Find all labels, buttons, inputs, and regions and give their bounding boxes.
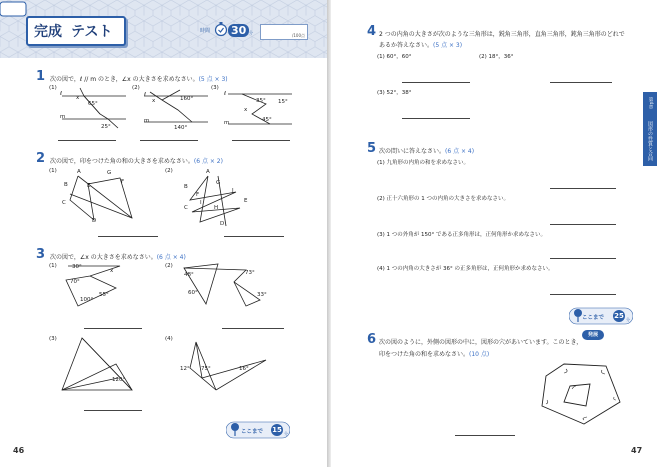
q2-1-answer-line[interactable]	[98, 236, 158, 237]
q3-3-angle-a: 120°	[112, 377, 126, 383]
badge-left-num: 15	[272, 426, 282, 434]
q2-number: 2	[36, 151, 46, 166]
q2-1-pt-c: C	[62, 200, 66, 206]
q3-2-answer-line[interactable]	[222, 328, 284, 329]
q3-3-figure	[56, 334, 138, 394]
q1-2-m: m	[144, 118, 150, 124]
q4-2-item: (2) 18°，36°	[479, 54, 514, 60]
q5-3-answer-line[interactable]	[550, 258, 616, 259]
title-part2: テスト	[71, 24, 113, 40]
time-minutes: 30	[228, 24, 249, 37]
chapter-side-tab	[643, 92, 657, 166]
q5-2-item: (2) 正十六角形の 1 つの内角の大きさを求めなさい。	[377, 196, 510, 202]
q6-number: 6	[367, 332, 377, 347]
q1-1-m: m	[60, 114, 66, 120]
q6-text-line1: 次の図のように，外側の図形の中に，図形の穴があいています。このとき，	[379, 339, 583, 346]
score-denominator: /100点	[292, 33, 305, 38]
q1-number: 1	[36, 69, 46, 84]
q3-4-angle-c: 16°	[239, 366, 249, 372]
q3-4-angle-b: 75°	[201, 366, 211, 372]
page-number-right: 47	[631, 446, 643, 455]
q5-3-item: (3) 1 つの外角が 150° である正多角形は，正何角形か求めなさい。	[377, 232, 547, 238]
q4-3-item: (3) 52°，38°	[377, 90, 412, 96]
badge-left-text: ここまで	[241, 429, 264, 435]
q2-2-pt-d: D	[220, 221, 225, 227]
score-box[interactable]	[260, 24, 308, 40]
title-part1: 完成	[34, 24, 62, 40]
q1-1-figure	[58, 86, 128, 134]
badge-left-unit: 分	[284, 431, 288, 436]
q3-1-label: (1)	[49, 263, 57, 269]
q5-4-answer-line[interactable]	[550, 294, 616, 295]
q2-2-answer-line[interactable]	[224, 236, 284, 237]
q5-2-answer-line[interactable]	[550, 224, 616, 225]
q4-2-answer-line[interactable]	[550, 82, 612, 83]
q4-1-item: (1) 60°，60°	[377, 54, 412, 60]
time-unit: 分	[249, 30, 253, 35]
q3-4-label: (4)	[165, 336, 173, 342]
q1-3-label: (3)	[211, 85, 219, 91]
q5-1-answer-line[interactable]	[550, 188, 616, 189]
q5-number: 5	[367, 141, 377, 156]
side-tab-chapter: 第4章	[648, 97, 653, 109]
q1-1-x: x	[76, 95, 80, 101]
q3-1-angle-c: 100°	[80, 297, 94, 303]
q2-1-pt-a: A	[77, 169, 81, 175]
q2-1-pt-g: G	[107, 170, 112, 176]
q2-1-pt-d: D	[92, 218, 97, 224]
q1-1-label: (1)	[49, 85, 57, 91]
q3-4-angle-a: 12°	[180, 366, 190, 372]
q3-number: 3	[36, 247, 46, 262]
q2-2-pt-i: I	[200, 200, 202, 206]
q1-3-angle-b: 15°	[278, 99, 288, 105]
q3-1-answer-line[interactable]	[84, 328, 142, 329]
q1-1-angle-a: 65°	[88, 101, 98, 107]
q4-text-line2: あるか答えなさい。(5 点 × 3)	[379, 42, 463, 49]
q3-text: 次の図で，∠x の大きさを求めなさい。(6 点 × 4)	[50, 254, 186, 261]
q2-text: 次の図で，印をつけた角の和の大きさを求めなさい。(6 点 × 2)	[50, 158, 223, 165]
q1-3-angle-a: 35°	[256, 98, 266, 104]
q4-text-line1: 2 つの内角の大きさが次のような三角形は，鋭角三角形，直角三角形，鈍角三角形のどれで	[379, 31, 625, 38]
q1-2-angle-a: 160°	[180, 96, 194, 102]
q3-1-angle-d: 55°	[99, 292, 109, 298]
q3-2-angle-d: 33°	[257, 292, 267, 298]
q1-3-m: m	[224, 120, 230, 126]
q2-2-pt-j: J	[232, 188, 234, 194]
q5-text: 次の問いに答えなさい。(6 点 × 4)	[379, 148, 475, 155]
q2-2-pt-e: E	[244, 198, 248, 204]
q3-2-figure	[176, 260, 272, 314]
q3-1-figure	[60, 262, 126, 312]
q2-1-figure	[62, 172, 142, 228]
q1-1-angle-b: 25°	[101, 124, 111, 130]
q3-1-angle-b: 70°	[70, 279, 80, 285]
q2-1-pt-f: F	[121, 179, 125, 185]
q3-4-figure	[176, 338, 272, 392]
q3-2-angle-c: 60°	[188, 290, 198, 296]
q2-1-pt-b: B	[64, 182, 68, 188]
header-band	[0, 0, 327, 58]
q2-2-pt-f: F	[196, 192, 200, 198]
side-tab-name: 図形の性質と合同	[647, 121, 653, 161]
q1-2-l: ℓ	[144, 92, 147, 98]
left-page	[0, 0, 327, 467]
q2-1-label: (1)	[49, 168, 57, 174]
q1-3-l: ℓ	[224, 91, 227, 97]
stopwatch-icon	[214, 21, 228, 37]
q3-2-angle-a: 48°	[184, 272, 194, 278]
q2-2-pt-h: H	[214, 205, 219, 211]
q4-3-answer-line[interactable]	[402, 118, 470, 119]
q1-text: 次の図で，ℓ // m のとき，∠x の大きさを求めなさい。(5 点 × 3)	[50, 76, 228, 83]
q2-1-pt-e: E	[87, 183, 91, 189]
q1-1-l: ℓ	[60, 91, 63, 97]
test-title	[26, 16, 126, 46]
q2-2-pt-a: A	[206, 169, 210, 175]
q3-3-answer-line[interactable]	[84, 410, 142, 411]
q1-3-figure	[222, 86, 294, 134]
timer-icon	[0, 0, 28, 18]
q5-4-item: (4) 1 つの内角の大きさが 36° の正多角形は，正何角形か求めなさい。	[377, 266, 554, 272]
q2-2-label: (2)	[165, 168, 173, 174]
q1-1-answer-line[interactable]	[58, 140, 116, 141]
q2-2-pt-g: G	[216, 180, 221, 186]
q3-1-x: x	[110, 268, 114, 274]
q4-1-answer-line[interactable]	[402, 82, 470, 83]
badge-right-unit: 分	[626, 317, 630, 322]
time-label: 時間	[200, 28, 211, 34]
q2-2-pt-b: B	[184, 184, 188, 190]
q3-1-angle-a: 30°	[72, 264, 82, 270]
q1-3-x: x	[244, 107, 248, 113]
q5-1-item: (1) 九角形の内角の和を求めなさい。	[377, 160, 470, 166]
badge-right-num: 25	[614, 312, 624, 320]
q1-2-x: x	[152, 98, 156, 104]
q1-3-answer-line[interactable]	[232, 140, 290, 141]
q4-number: 4	[367, 24, 377, 39]
q1-2-label: (2)	[132, 85, 140, 91]
q2-2-pt-c: C	[184, 205, 188, 211]
advanced-tag: 発展	[582, 330, 604, 340]
q6-answer-line[interactable]	[455, 435, 515, 436]
q3-2-angle-b: 73°	[245, 270, 255, 276]
q3-3-label: (3)	[49, 336, 57, 342]
q6-figure	[536, 362, 626, 428]
q1-3-angle-c: 45°	[262, 117, 272, 123]
q3-2-label: (2)	[165, 263, 173, 269]
badge-right-text: ここまで	[582, 315, 605, 321]
page-number-left: 46	[13, 446, 25, 455]
q1-2-angle-b: 140°	[174, 125, 188, 131]
q6-text-line2: 印をつけた角の和を求めなさい。(10 点)	[379, 351, 490, 358]
q1-2-answer-line[interactable]	[140, 140, 198, 141]
